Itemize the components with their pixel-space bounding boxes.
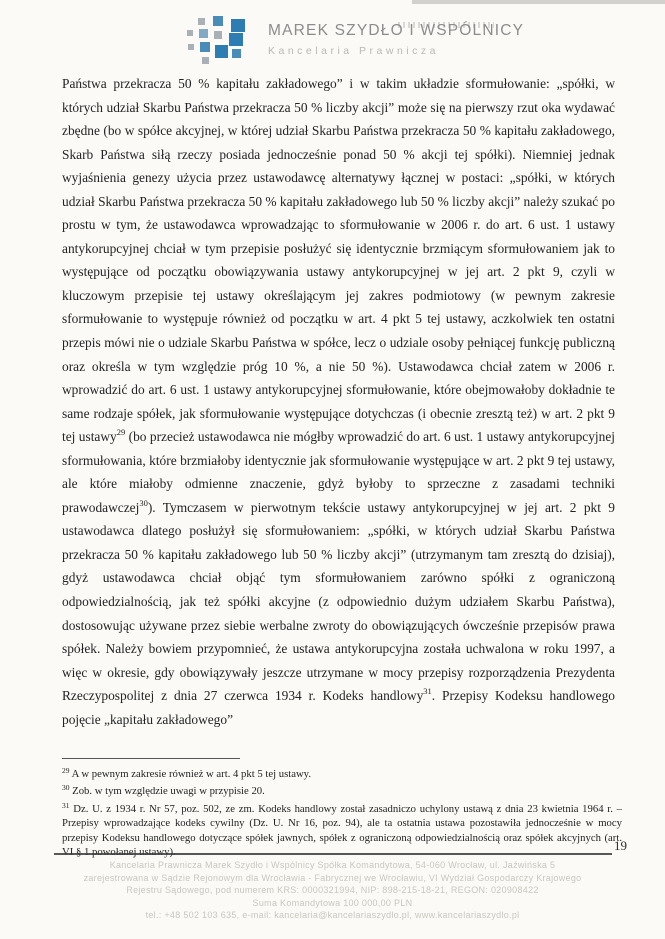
company-subtitle: Kancelaria Prawnicza: [268, 45, 439, 57]
footer-line: zarejestrowana w Sądzie Rejonowym dla Wrocławia - Fabrycznej we Wrocławiu, VI Wydział Gospodarczy Krajowego: [83, 872, 582, 883]
footnote-item: [62, 764, 622, 781]
body-paragraph: Państwa przekracza 50 % kapitału zakładowego” i w takim układzie sformułowanie: „spółki, w których udział Skarbu Państwa przekracza 50 % liczby akcji” może się na pierwszy rzut oka wydawać zbędne (bo w spółce akcyjnej, w której udział Skarbu Państwa przekracza 50 % kapitału zakładowego, Skarb Państwa siłą rzeczy posiada jednocześnie ponad 50 % akcji tej spółki). Niemniej jednak wyjaśnienia genezy użycia przez ustawodawcę alternatywy łącznej w postaci: „spółki, w których udział Skarbu Państwa przekracza 50 % kapitału zakładowego lub 50 % liczby akcji” należy szukać po prostu w tym, że ustawodawca wprowadzając to sformułowanie w 2006 r. do art. 6 ust. 1 ustawy antykorupcyjnej chciał w tym przepisie posłużyć się identycznie brzmiącym sformułowaniem jak to występujące od początku obowiązywania ustawy antykorupcyjnej w jej art. 2 pkt 9, czyli w kluczowym przepisie tej ustawy określającym jej zakres podmiotowy (w pewnym zakresie sformułowanie to występuje również od początku w art. 4 pkt 5 tej ustawy, aczkolwiek ten ostatni przepis mówi nie o udziale Skarbu Państwa w spółce, lecz o udziale osoby pełniącej funkcję publiczną oraz określa w tym względzie próg 10 %, a nie 50 %). Ustawodawca chciał zatem w 2006 r. wprowadzić do art. 6 ust. 1 ustawy antykorupcyjnej sformułowanie, które obejmowałoby dokładnie te same rodzaje spółek, jak sformułowanie występujące dotychczas (i obecnie zresztą też) w art. 2 pkt 9 tej ustawy$^{29}$ (bo przecież ustawodawca nie mógłby wprowadzić do art. 6 ust. 1 ustawy antykorupcyjnej sformułowania, które brzmiałoby identycznie jak sformułowanie występujące w art. 2 pkt 9 tej ustawy, ale które miałoby odmienne znaczenie, gdyż byłoby to sprzeczne z zasadami techniki prawodawczej$^{30}$). Tymczasem w pierwotnym tekście ustawy antykorupcyjnej w jej art. 2 pkt 9 ustawodawca dlatego posłużył się sformułowaniem: „spółki, w których udział Skarbu Państwa przekracza 50 % kapitału zakładowego lub 50 % liczby akcji” (utrzymanym tam zresztą do dzisiaj), gdyż ustawodawca chciał objąć tym sformułowaniem zarówno spółki z ograniczoną odpowiedzialnością, jak też spółki akcyjne (z odpowiednio dużym udziałem Skarbu Państwa), dostosowując używane przez siebie werbalne zwroty do obowiązujących ówcześnie przepisów prawa spółek. Należy bowiem przypomnieć, że ustawa antykorupcyjna została uchwalona w roku 1997, a więc w okresie, gdy obowiązywały jeszcze utrzymane w mocy przepisy rozporządzenia Prezydenta Rzeczypospolitej z dnia 27 czerwca 1934 r. Kodeks handlowy$^{31}$. Przepisy Kodeksu handlowego pojęcie „kapitału zakładowego”: [62, 76, 615, 727]
footer-line: Suma Komandytowa 100 000,00 PLN: [252, 897, 413, 908]
footnote-text: Dz. U. z 1934 r. Nr 57, poz. 502, ze zm. Kodeks handlowy został zasadniczo uchylony ustawą z dnia 23 kwietnia 1964 r. – Przepisy wprowadzające kodeks cywilny (Dz. U. Nr 16, poz. 94), ale ta ostatnia ustawa pozostawiła jednocześnie w mocy przepisy Kodeksu handlowego dotyczące spółek jawnych, spółek z ograniczoną odpowiedzialnością oraz spółek akcyjnych (art. VI § 1 powołanej ustawy).: [62, 802, 623, 859]
footer-line: Rejestru Sądowego, pod numerem KRS: 0000321994, NIP: 898-215-18-21, REGON: 020908422: [126, 885, 539, 896]
footer-address-block: [0, 859, 665, 922]
footnote-marker: 30: [62, 783, 70, 793]
footnotes-section: [62, 758, 622, 859]
footnote-item: [62, 799, 622, 860]
company-name: MAREK SZYDŁO I WSPÓLNICY: [268, 22, 525, 39]
footer-line: tel.: +48 502 103 635, e-mail: kancelaria@kancelariaszydlo.pl, www.kancelariaszydlo.pl: [145, 910, 520, 921]
footnote-text: A w pewnym zakresie również w art. 4 pkt 5 tej ustawy.: [71, 768, 312, 780]
law-firm-logo-mosaic-icon: [186, 15, 250, 67]
footnote-list: [62, 764, 622, 859]
footer: [0, 853, 665, 922]
letterhead: [0, 0, 665, 70]
footer-divider: [54, 853, 612, 855]
footnote-divider: [62, 758, 240, 759]
footer-line: Kancelaria Prawnicza Marek Szydło i Wspólnicy Spółka Komandytowa, 54-060 Wrocław, ul. Jaźwińska 5: [109, 860, 556, 870]
footnote-marker: 29: [62, 766, 70, 775]
footnote-marker: 31: [62, 800, 70, 810]
footnote-text: Zob. w tym względzie uwagi w przypisie 20.: [72, 785, 265, 798]
page-number: 19: [614, 838, 627, 853]
footnote-item: [62, 781, 622, 798]
